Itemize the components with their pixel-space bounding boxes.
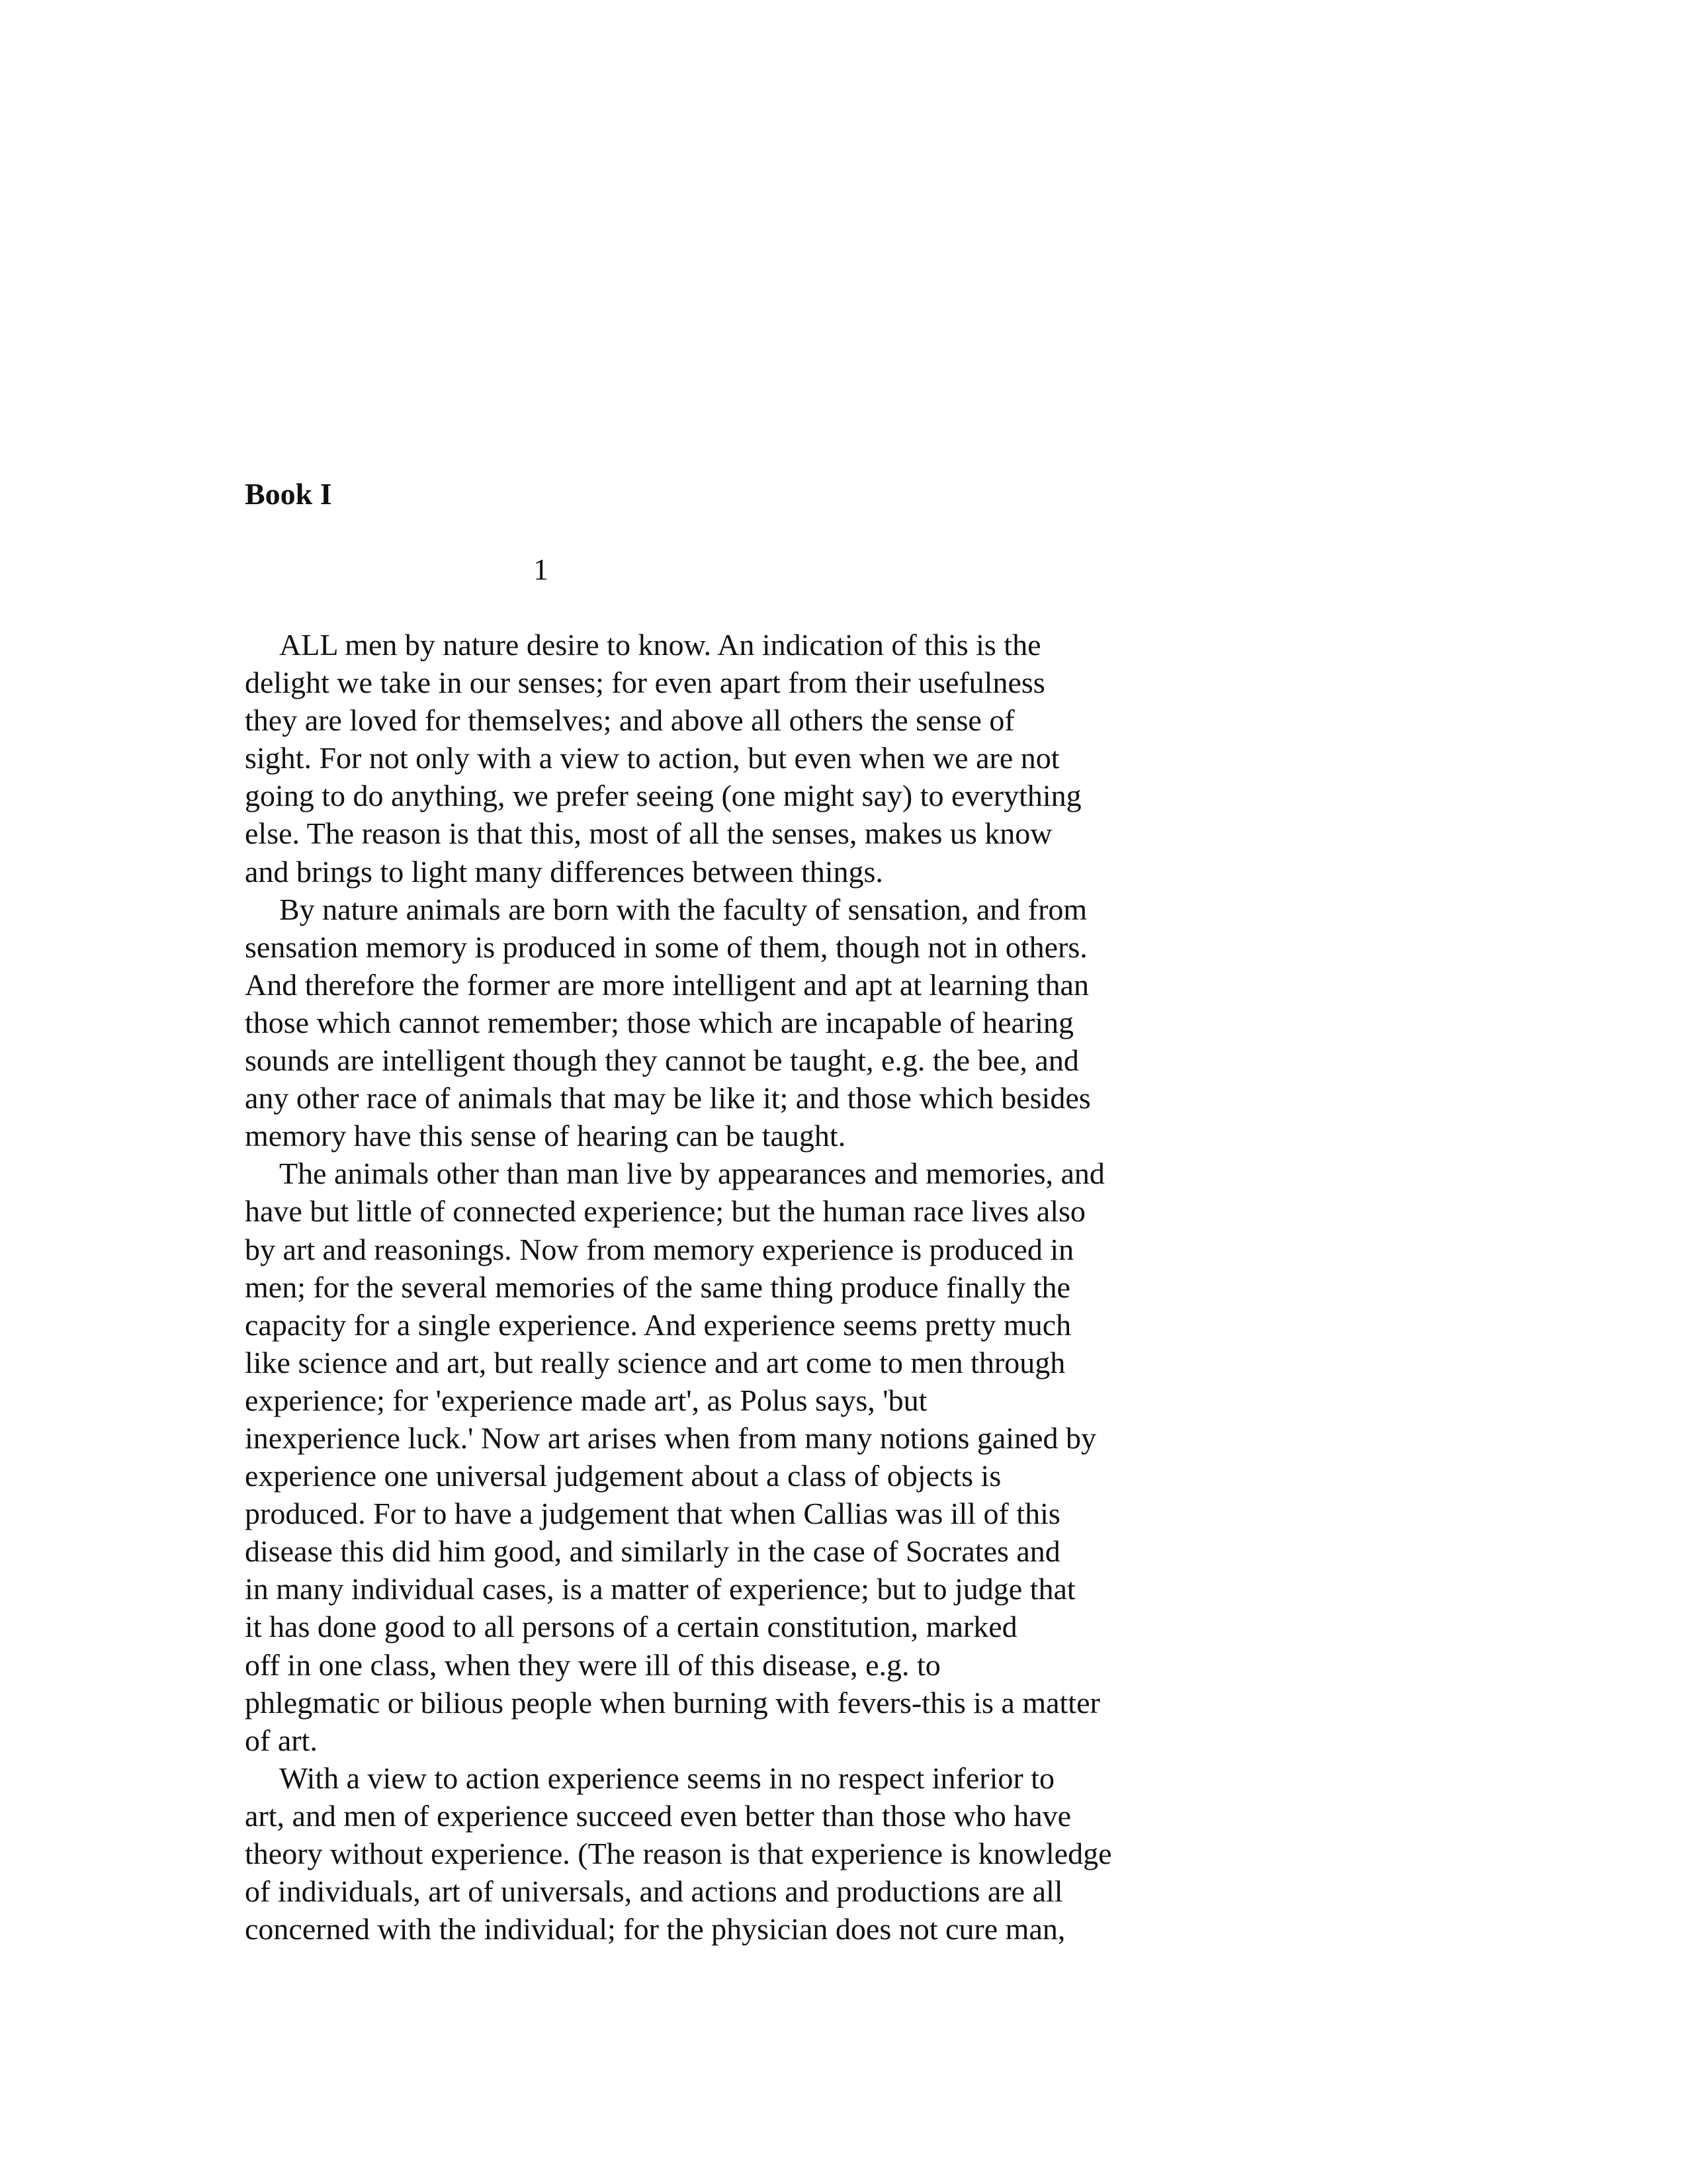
text-line: produced. For to have a judgement that when Callias was ill of this — [245, 1497, 1060, 1531]
text-line: else. The reason is that this, most of all the senses, makes us know — [245, 816, 1053, 851]
text-line: memory have this sense of hearing can be taught. — [245, 1119, 846, 1153]
body-text — [245, 626, 1211, 1948]
text-line: art, and men of experience succeed even better than those who have — [245, 1798, 1072, 1833]
text-line: And therefore the former are more intelligent and apt at learning than — [245, 967, 1089, 1002]
text-line: sight. For not only with a view to action, but even when we are not — [245, 741, 1060, 775]
text-line: like science and art, but really science and art come to men through — [245, 1345, 1066, 1379]
text-line: theory without experience. (The reason is that experience is knowledge — [245, 1837, 1112, 1870]
text-line: men; for the several memories of the same thing produce finally the — [245, 1270, 1070, 1304]
text-line: by art and reasonings. Now from memory experience is produced in — [245, 1232, 1074, 1266]
text-line: capacity for a single experience. And experience seems pretty much — [245, 1307, 1072, 1342]
text-line: off in one class, when they were ill of this disease, e.g. to — [245, 1647, 941, 1682]
text-line: delight we take in our senses; for even apart from their usefulness — [245, 666, 1045, 700]
text-line: With a view to action experience seems in no respect inferior to — [279, 1761, 1055, 1795]
paragraph — [245, 891, 1211, 1155]
text-line: of art. — [245, 1723, 318, 1757]
text-line: phlegmatic or bilious people when burning with fevers-this is a matter — [245, 1685, 1100, 1720]
text-line: and brings to light many differences between things. — [245, 854, 883, 889]
text-line: The animals other than man live by appearances and memories, and — [279, 1157, 1105, 1191]
text-line: concerned with the individual; for the physician does not cure man, — [245, 1912, 1066, 1946]
text-line: they are loved for themselves; and above all others the sense of — [245, 703, 1015, 738]
text-line: disease this did him good, and similarly in the case of Socrates and — [245, 1534, 1060, 1569]
paragraph — [245, 1759, 1211, 1948]
text-line: any other race of animals that may be like it; and those which besides — [245, 1081, 1091, 1115]
text-line: have but little of connected experience; but the human race lives also — [245, 1194, 1086, 1229]
paragraph — [245, 626, 1211, 891]
text-line: sounds are intelligent though they cannot be taught, e.g. the bee, and — [245, 1043, 1079, 1078]
text-line: of individuals, art of universals, and actions and productions are all — [245, 1874, 1063, 1909]
text-line: in many individual cases, is a matter of experience; but to judge that — [245, 1572, 1076, 1606]
paragraph — [245, 1155, 1211, 1759]
text-line: experience; for 'experience made art', as Polus says, 'but — [245, 1383, 928, 1417]
text-line: sensation memory is produced in some of them, though not in others. — [245, 930, 1088, 964]
chapter-number: 1 — [533, 552, 548, 586]
text-line: ALL men by nature desire to know. An indication of this is the — [279, 628, 1041, 662]
text-line: By nature animals are born with the faculty of sensation, and from — [279, 892, 1088, 926]
text-line: it has done good to all persons of a certain constitution, marked — [245, 1610, 1017, 1644]
text-line: going to do anything, we prefer seeing (one might say) to everything — [245, 779, 1082, 813]
text-line: inexperience luck.' Now art arises when from many notions gained by — [245, 1420, 1096, 1455]
book-title: Book I — [245, 477, 332, 511]
text-line: experience one universal judgement about a class of objects is — [245, 1459, 1002, 1493]
text-line: those which cannot remember; those which are incapable of hearing — [245, 1005, 1074, 1039]
